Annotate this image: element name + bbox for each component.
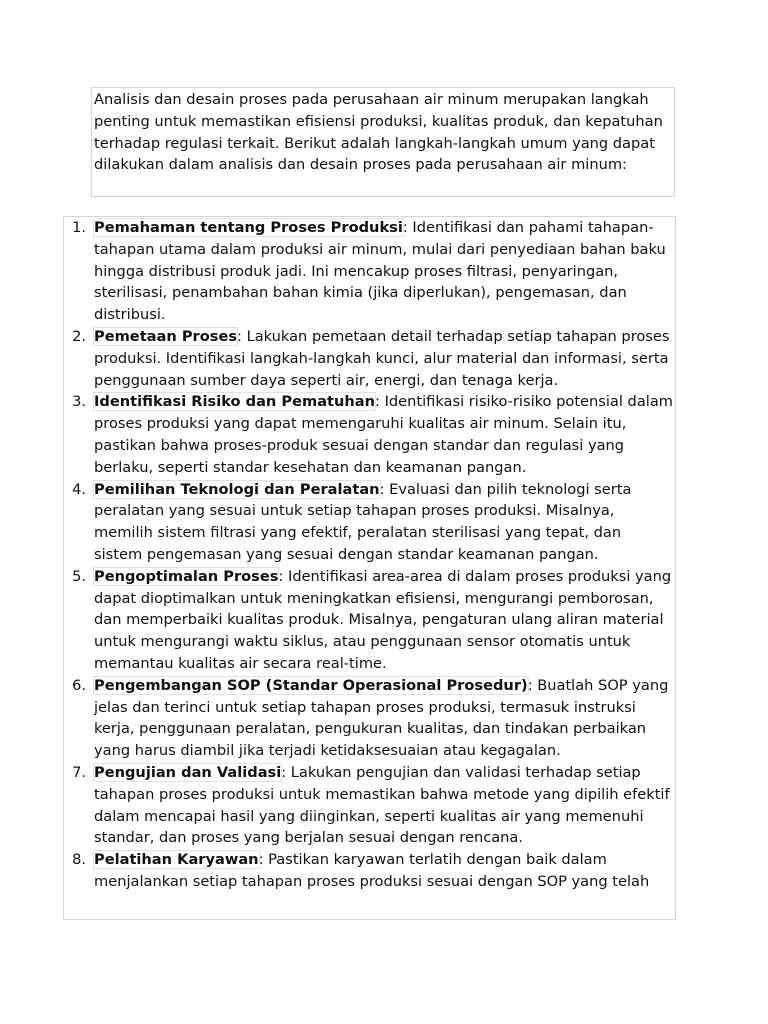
- list-item-number: 5.: [72, 567, 86, 585]
- list-item-text: : Identifikasi risiko-risiko potensial dalam proses produksi yang dapat memengaruhi kualitas air minum. Selain itu, pastikan bahwa proses-produk sesuai dengan standar dan regulasi yang berlaku, seperti standar kesehatan dan keamanan pangan.: [94, 393, 673, 476]
- list-item-number: 3.: [72, 393, 86, 411]
- list-item: [72, 479, 676, 566]
- steps-list-box: [63, 216, 676, 920]
- list-item-text: : Buatlah SOP yang jelas dan terinci untuk setiap tahapan proses produksi, termasuk instruksi kerja, penggunaan peralatan, pengukuran kualitas, dan tindakan perbaikan yang harus diambil jika terjadi ketidaksesuaian atau kegagalan.: [94, 676, 669, 760]
- list-item-text: : Evaluasi dan pilih teknologi serta peralatan yang sesuai untuk setiap tahapan proses produksi. Misalnya, memilih sistem filtrasi yang efektif, peralatan sterilisasi yang tepat, dan sistem pengemasan yang sesuai dengan standar keamanan pangan.: [94, 480, 632, 563]
- list-item-title: Pengoptimalan Proses: [94, 567, 279, 585]
- list-item: [72, 217, 676, 326]
- intro-paragraph-box: [91, 87, 675, 197]
- list-item: [72, 391, 676, 478]
- list-item-text: : Lakukan pengujian dan validasi terhadap setiap tahapan proses produksi untuk memastikan bahwa metode yang dipilih efektif dalam mencapai hasil yang diinginkan, seperti kualitas air yang memenuhi standar, dan proses yang berjalan sesuai dengan rencana.: [94, 763, 670, 847]
- list-item-text: : Pastikan karyawan terlatih dengan baik dalam menjalankan setiap tahapan proses produksi sesuai dengan SOP yang telah: [94, 851, 650, 890]
- list-item-title: Pemahaman tentang Proses Produksi: [94, 219, 403, 236]
- list-item-number: 2.: [72, 327, 86, 345]
- list-item-title: Pelatihan Karyawan: [94, 851, 259, 869]
- list-item-title: Identifikasi Risiko dan Pematuhan: [94, 393, 376, 411]
- list-item-title: Pengujian dan Validasi: [94, 763, 282, 781]
- list-item-number: 8.: [72, 851, 86, 869]
- list-item-number: 4.: [72, 480, 86, 498]
- list-item-title: Pemetaan Proses: [94, 327, 238, 345]
- steps-list: [72, 217, 676, 893]
- list-item: [72, 849, 676, 893]
- list-item-text: : Lakukan pemetaan detail terhadap setiap tahapan proses produksi. Identifikasi langkah-langkah kunci, alur material dan informasi, serta penggunaan sumber daya seperti air, energi, dan tenaga kerja.: [94, 327, 670, 389]
- list-item-text: : Identifikasi dan pahami tahapan-tahapan utama dalam produksi air minum, mulai dari penyediaan bahan baku hingga distribusi produk jadi. Ini mencakup proses filtrasi, penyaringan, sterilisasi, penambahan bahan kimia (jika diperlukan), pengemasan, dan distribusi.: [94, 219, 666, 324]
- intro-paragraph: Analisis dan desain proses pada perusahaan air minum merupakan langkah penting untuk memastikan efisiensi produksi, kualitas produk, dan kepatuhan terhadap regulasi terkait. Berikut adalah langkah-langkah umum yang dapat dilakukan dalam analisis dan desain proses pada perusahaan air minum:: [94, 91, 663, 174]
- list-item-title: Pemilihan Teknologi dan Peralatan: [94, 480, 380, 498]
- list-item: [72, 675, 676, 762]
- list-item-number: 6.: [72, 676, 86, 694]
- list-item-text: : Identifikasi area-area di dalam proses produksi yang dapat dioptimalkan untuk meningkatkan efisiensi, mengurangi pemborosan, dan memperbaiki kualitas produk. Misalnya, pengaturan ulang aliran material untuk mengurangi waktu siklus, atau penggunaan sensor otomatis untuk memantau kualitas air secara real-time.: [94, 567, 672, 672]
- list-item-number: 1.: [72, 219, 86, 236]
- list-item: [72, 326, 676, 391]
- list-item-title: Pengembangan SOP (Standar Operasional Prosedur): [94, 676, 528, 694]
- list-item-number: 7.: [72, 763, 86, 781]
- list-item: [72, 566, 676, 675]
- list-item: [72, 762, 676, 849]
